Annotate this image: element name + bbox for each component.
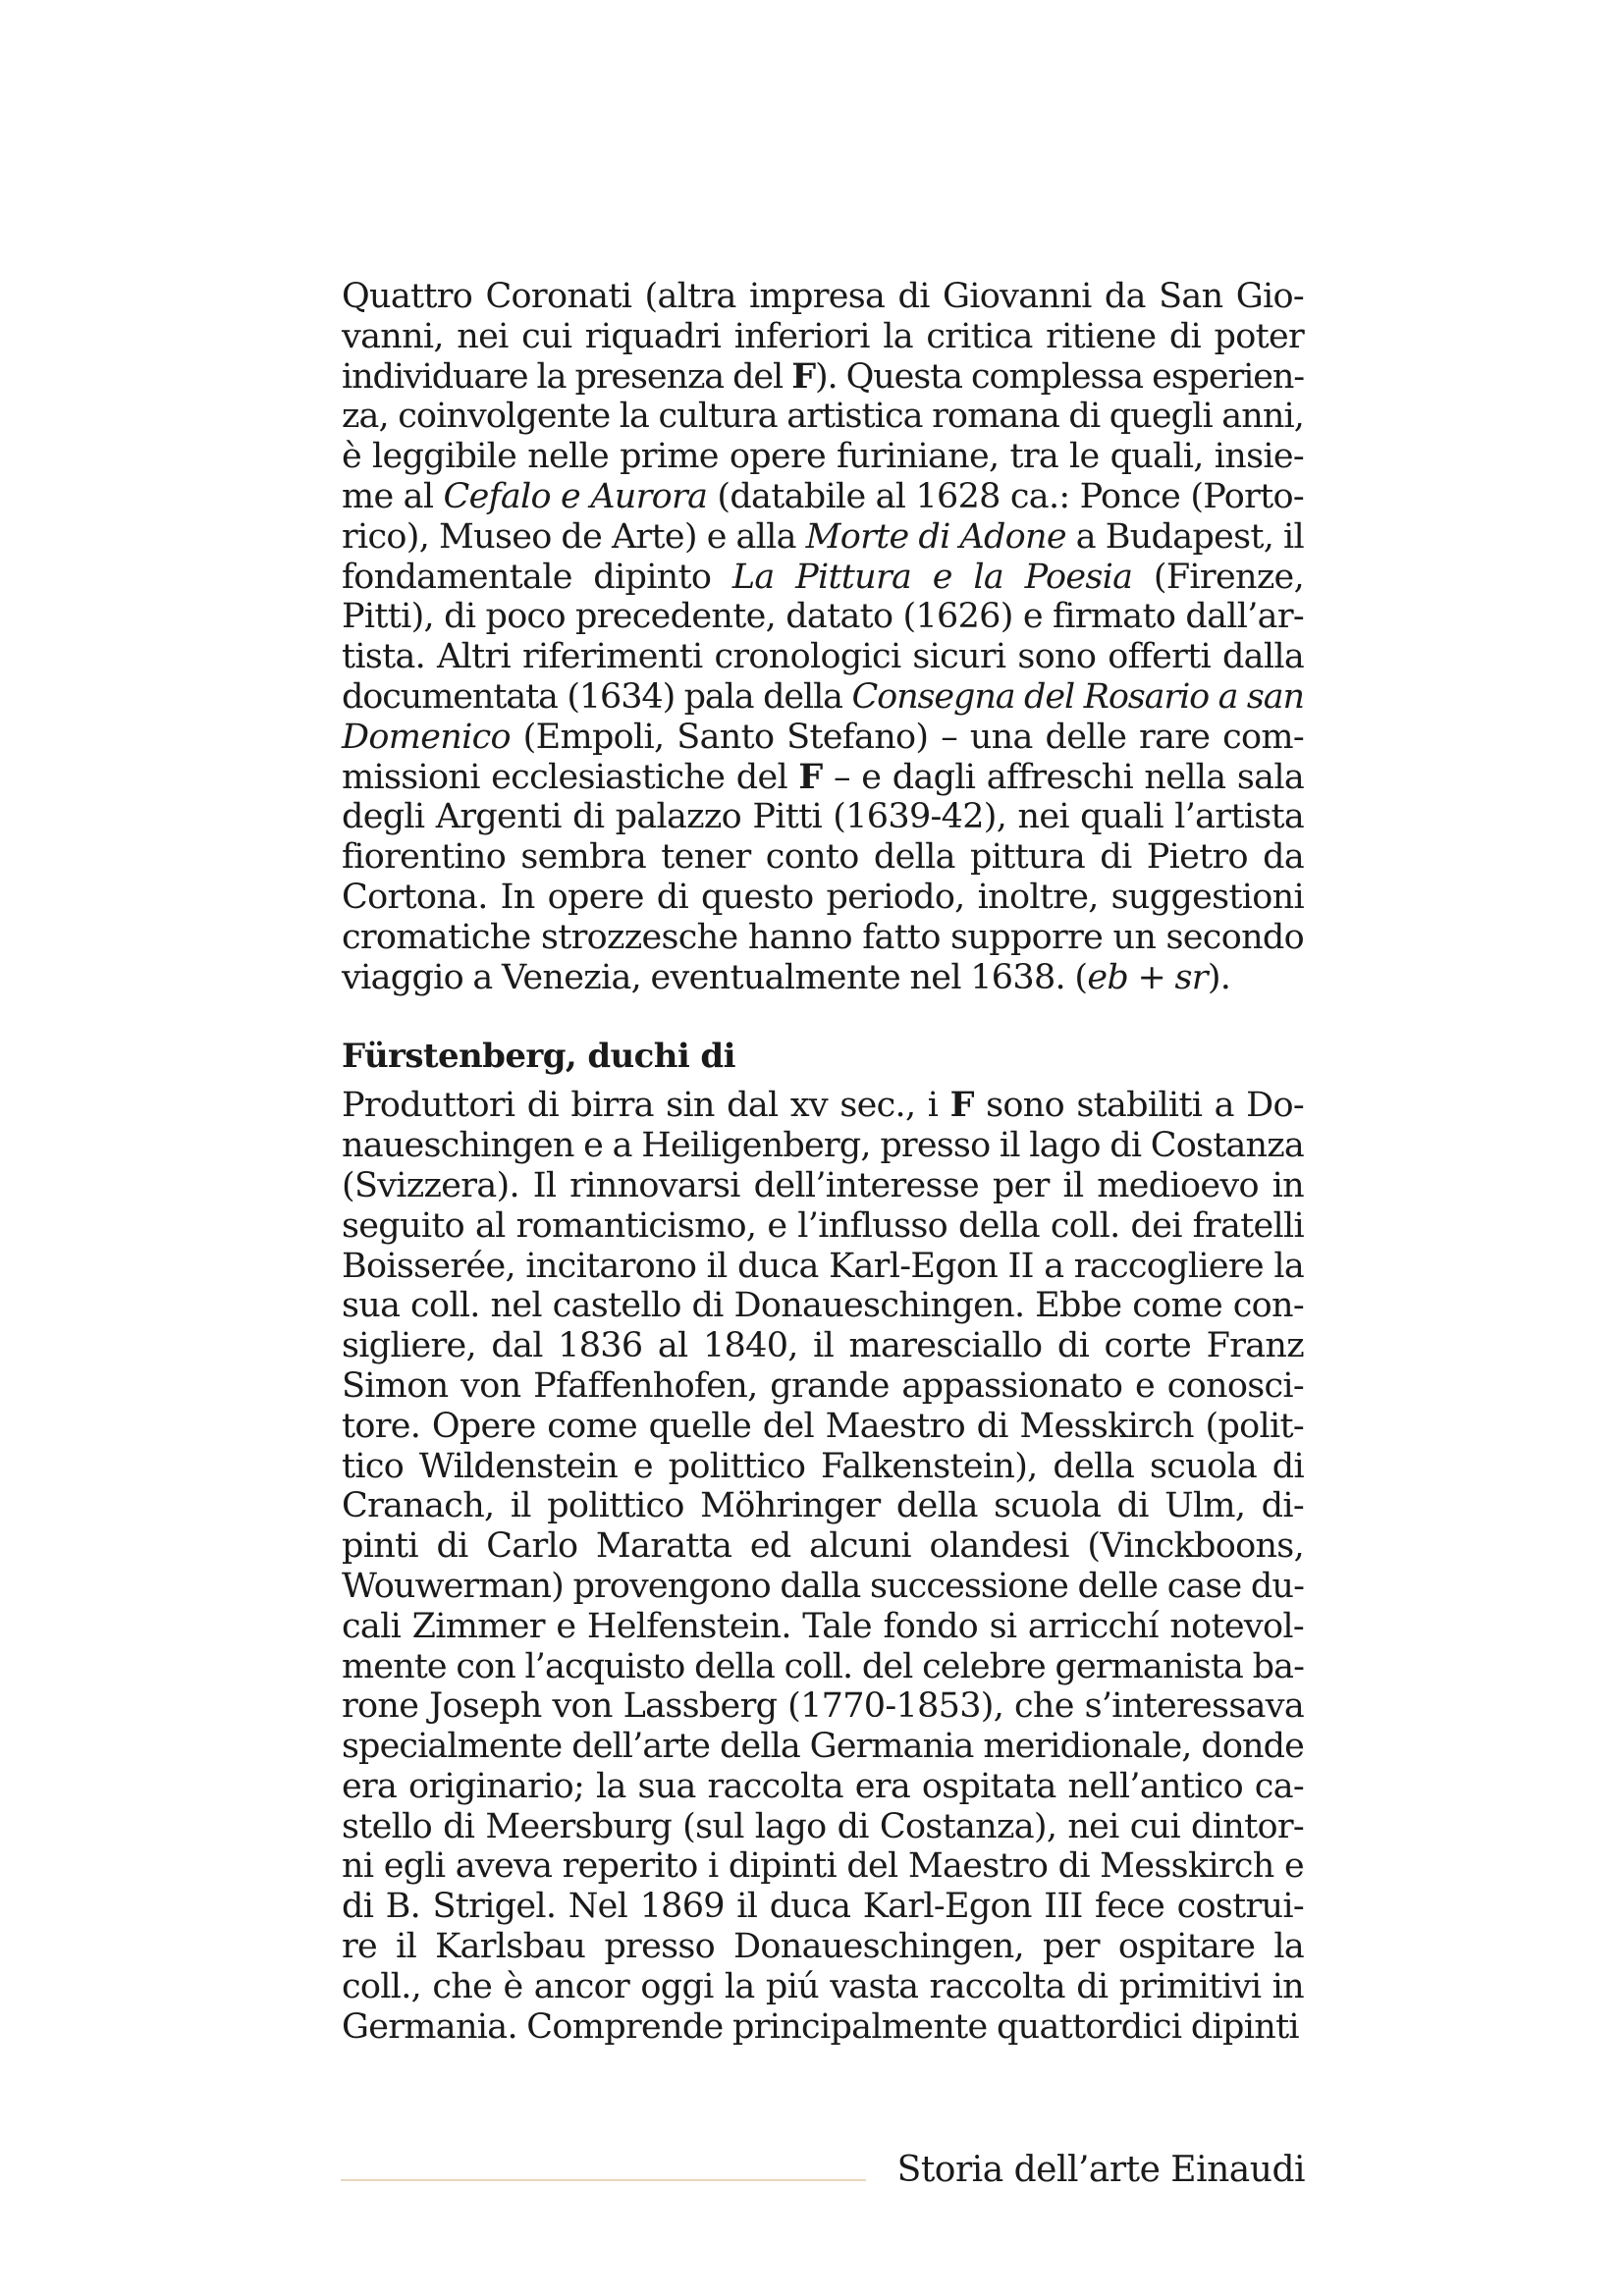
text-run: sono stabiliti a Do- [973, 1086, 1304, 1126]
text-run: Quattro Coronati (altra impresa di Giovanni da San Gio- [342, 277, 1304, 316]
paragraph-furstenberg-line [342, 1567, 1304, 1607]
text-run: rico), Museo de Arte) e alla [342, 516, 806, 557]
text-run: cali Zimmer e Helfenstein. Tale fondo si arricchí notevol- [342, 1606, 1304, 1646]
text-run: era originario; la sua raccolta era ospitata nell’antico ca- [342, 1766, 1304, 1806]
text-run: degli Argenti di palazzo Pitti (1639-42), nei quali l’artista [342, 797, 1304, 837]
text-run: specialmente dell’arte della Germania meridionale, donde [342, 1727, 1304, 1767]
page-body [342, 277, 1304, 2047]
paragraph-furini-line [342, 277, 1304, 317]
text-run: seguito al romanticismo, e l’influsso della coll. dei fratelli [342, 1205, 1304, 1246]
paragraph-furstenberg-line [342, 1086, 1304, 1126]
paragraph-furstenberg-line [342, 1407, 1304, 1447]
paragraph-furstenberg-line [342, 2007, 1304, 2048]
paragraph-furini-line [342, 718, 1304, 758]
paragraph-furini-line [342, 437, 1304, 477]
paragraph-furini-line [342, 797, 1304, 837]
text-run: La Pittura e la Poesia [731, 557, 1133, 597]
text-run: tore. Opere come quelle del Maestro di Messkirch (polit- [342, 1406, 1304, 1446]
paragraph-furstenberg-line [342, 1166, 1304, 1206]
paragraph-furstenberg-line [342, 1286, 1304, 1326]
text-run: naueschingen e a Heiligenberg, presso il lago di Costanza [342, 1126, 1304, 1166]
paragraph-furstenberg [342, 1086, 1304, 2047]
footer-title: Storia dell’arte Einaudi [896, 2150, 1305, 2190]
paragraph-furstenberg-line [342, 1767, 1304, 1807]
paragraph-furstenberg-line [342, 1326, 1304, 1366]
text-run: Germania. Comprende principalmente quattordici dipinti [342, 2006, 1299, 2047]
text-run: F [791, 355, 815, 397]
paragraph-furini-line [342, 477, 1304, 517]
text-run: Cranach, il polittico Möhringer della scuola di Ulm, di- [342, 1486, 1304, 1526]
text-run: missioni ecclesiastiche del [342, 757, 799, 797]
paragraph-furini-line [342, 878, 1304, 918]
paragraph-furstenberg-line [342, 1126, 1304, 1166]
paragraph-furini-line [342, 558, 1304, 598]
text-run: ni egli aveva reperito i dipinti del Maestro di Messkirch e [342, 1846, 1304, 1887]
text-run: documentata (1634) pala della [342, 676, 852, 717]
paragraph-furstenberg-line [342, 1686, 1304, 1727]
paragraph-furstenberg-line [342, 1807, 1304, 1847]
text-run: eb + sr [1087, 957, 1208, 997]
paragraph-gap [342, 997, 1304, 1037]
paragraph-furstenberg-line [342, 1366, 1304, 1407]
text-run: stello di Meersburg (sul lago di Costanza), nei cui dintor- [342, 1806, 1304, 1846]
paragraph-furstenberg-line [342, 1447, 1304, 1487]
paragraph-furstenberg-line [342, 1727, 1304, 1767]
text-run: tico Wildenstein e polittico Falkenstein), della scuola di [342, 1446, 1304, 1486]
paragraph-furstenberg-line [342, 1846, 1304, 1887]
text-run: Cefalo e Aurora [443, 476, 708, 516]
text-run: F [798, 756, 823, 797]
text-run: pinti di Carlo Maratta ed alcuni olandesi (Vinckboons, [342, 1526, 1304, 1567]
paragraph-furini-line [342, 357, 1304, 398]
text-run: rone Joseph von Lassberg (1770-1853), che s’interessava [342, 1686, 1304, 1727]
text-run: ). [1207, 957, 1231, 997]
text-run: coll., che è ancor oggi la piú vasta raccolta di primitivi in [342, 1966, 1304, 2006]
entry-heading: Fürstenberg, duchi di [342, 1037, 735, 1077]
text-run: (databile al 1628 ca.: Ponce (Porto- [707, 476, 1304, 516]
text-run: fondamentale dipinto [342, 557, 732, 597]
paragraph-furstenberg-line [342, 1967, 1304, 2007]
paragraph-furstenberg-line [342, 1247, 1304, 1287]
paragraph-furini-line [342, 637, 1304, 677]
paragraph-furstenberg-line [342, 1526, 1304, 1567]
text-run: mente con l’acquisto della coll. del celebre germanista ba- [342, 1646, 1304, 1686]
paragraph-furini-line [342, 677, 1304, 718]
paragraph-furini-line [342, 958, 1304, 998]
paragraph-furini-line [342, 597, 1304, 637]
text-run: – e dagli affreschi nella sala [822, 757, 1304, 797]
paragraph-furini-line [342, 758, 1304, 798]
paragraph-furstenberg-line [342, 1486, 1304, 1526]
text-run: Pitti), di poco precedente, datato (1626) e firmato dall’ar- [342, 597, 1304, 637]
text-run: a Budapest, il [1065, 516, 1304, 557]
text-run: tista. Altri riferimenti cronologici sicuri sono offerti dalla [342, 637, 1304, 677]
text-run: Consegna del Rosario a san [851, 676, 1304, 717]
text-run: individuare la presenza del [342, 356, 792, 397]
text-run: sua coll. nel castello di Donaueschingen. Ebbe come con- [342, 1286, 1304, 1326]
page-footer [341, 2146, 1305, 2195]
paragraph-furstenberg-line [342, 1607, 1304, 1647]
paragraph-furini-line [342, 517, 1304, 558]
text-run: F [949, 1085, 974, 1126]
text-run: Produttori di birra sin dal xv sec., i [342, 1086, 950, 1126]
footer-rule [341, 2179, 866, 2181]
text-run: Boisserée, incitarono il duca Karl-Egon II a raccogliere la [342, 1246, 1304, 1286]
text-run: (Firenze, [1132, 557, 1304, 597]
paragraph-furini-line [342, 918, 1304, 958]
paragraph-furstenberg-line [342, 1206, 1304, 1247]
text-run: cromatiche strozzesche hanno fatto supporre un secondo [342, 917, 1304, 957]
paragraph-furstenberg-line [342, 1927, 1304, 1967]
paragraph-furini-continued [342, 277, 1304, 997]
text-run: (Empoli, Santo Stefano) – una delle rare com- [510, 717, 1304, 757]
text-run: vanni, nei cui riquadri inferiori la critica ritiene di poter [342, 316, 1304, 356]
paragraph-furstenberg-line [342, 1647, 1304, 1687]
text-run: za, coinvolgente la cultura artistica romana di quegli anni, [342, 397, 1304, 437]
text-run: (Svizzera). Il rinnovarsi dell’interesse per il medioevo in [342, 1165, 1304, 1205]
text-run: Morte di Adone [805, 516, 1066, 557]
text-run: re il Karlsbau presso Donaueschingen, per ospitare la [342, 1927, 1304, 1967]
paragraph-furstenberg-line [342, 1887, 1304, 1927]
paragraph-furini-line [342, 837, 1304, 878]
text-run: è leggibile nelle prime opere furiniane, tra le quali, insie- [342, 437, 1304, 477]
text-run: fiorentino sembra tener conto della pittura di Pietro da [342, 837, 1304, 878]
text-run: ). Questa complessa esperien- [814, 356, 1304, 397]
text-run: Simon von Pfaffenhofen, grande appassionato e conosci- [342, 1365, 1304, 1406]
text-run: me al [342, 476, 444, 516]
text-run: Domenico [342, 717, 511, 757]
text-run: di B. Strigel. Nel 1869 il duca Karl-Egon III fece costrui- [342, 1887, 1304, 1927]
text-run: sigliere, dal 1836 al 1840, il maresciallo di corte Franz [342, 1326, 1304, 1366]
text-run: Cortona. In opere di questo periodo, inoltre, suggestioni [342, 877, 1304, 917]
text-run: viaggio a Venezia, eventualmente nel 1638. ( [342, 957, 1088, 997]
paragraph-furini-line [342, 397, 1304, 437]
text-run: Wouwerman) provengono dalla successione delle case du- [342, 1566, 1304, 1606]
paragraph-furini-line [342, 317, 1304, 357]
